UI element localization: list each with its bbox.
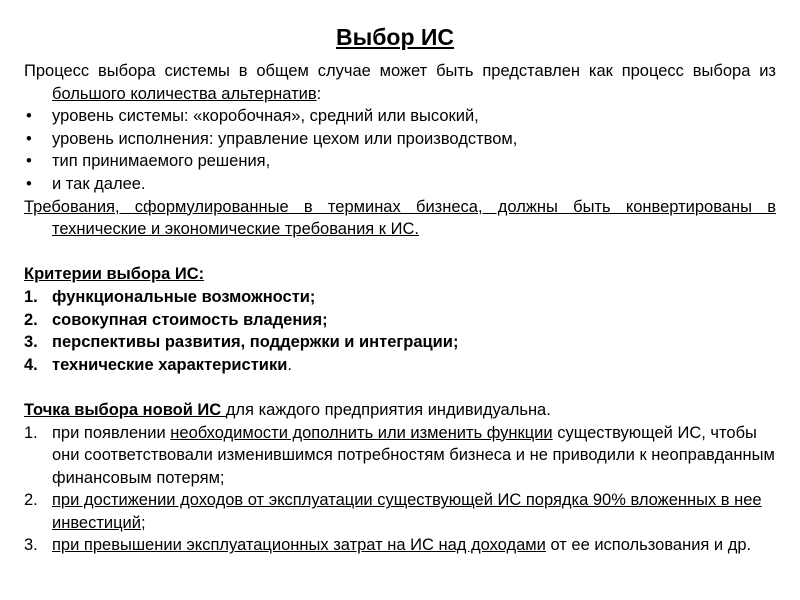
choice-number: 2.: [24, 491, 38, 510]
bullet-text: уровень системы: «коробочная», средний или высокий,: [52, 107, 479, 126]
criteria-item: [24, 331, 776, 354]
criteria-number: 2.: [24, 310, 38, 329]
criteria-item: [24, 354, 776, 377]
criteria-heading: Критерии выбора ИС:: [24, 265, 205, 284]
criteria-number: 1.: [24, 287, 38, 306]
bullet-item: [24, 128, 776, 151]
criteria-number: 4.: [24, 355, 38, 374]
intro-after: :: [316, 84, 322, 103]
choice-item: [24, 489, 776, 534]
choice-text-after: от ее использования и др.: [545, 536, 752, 555]
choice-text-underlined: при достижении доходов от эксплуатации существующей ИС порядка 90% вложенных в нее инвестиций: [52, 491, 762, 532]
slide-title: Выбор ИС: [335, 24, 455, 50]
intro-underlined: большого количества альтернатив: [52, 84, 317, 103]
criteria-item: [24, 309, 776, 332]
choice-heading-bold: Точка выбора новой ИС: [24, 400, 226, 419]
spacer: [24, 241, 776, 264]
bullet-text: уровень исполнения: управление цехом или производством,: [52, 129, 518, 148]
choice-number: 1.: [24, 423, 38, 442]
criteria-text: технические характеристики: [52, 355, 288, 374]
bullet-item: [24, 173, 776, 196]
bullet-marker: •: [26, 129, 32, 148]
slide-body: [24, 60, 776, 557]
criteria-tail: .: [287, 355, 292, 374]
criteria-text: функциональные возможности;: [52, 287, 316, 306]
bullet-marker: •: [26, 152, 32, 171]
bullet-text: тип принимаемого решения,: [52, 152, 271, 171]
criteria-item: [24, 286, 776, 309]
choice-number: 3.: [24, 536, 38, 555]
bullet-marker: •: [26, 107, 32, 126]
choice-text-underlined: необходимости дополнить или изменить функции: [170, 423, 553, 442]
bullet-marker: •: [26, 174, 32, 193]
bullet-text: и так далее.: [52, 174, 146, 193]
choice-heading-tail: для каждого предприятия индивидуальна.: [225, 400, 551, 419]
criteria-text: совокупная стоимость владения;: [52, 310, 328, 329]
spacer: [24, 376, 776, 399]
choice-text-after: ;: [141, 513, 146, 532]
choice-item: [24, 422, 776, 490]
choice-heading: [24, 399, 776, 422]
choice-item: [24, 534, 776, 557]
choice-text-after: существующей ИС, чтобы они соответствовали изменившимся потребностям бизнеса и не приводили к неоправданным финансовым потерям;: [52, 423, 775, 487]
choice-text-before: при появлении: [52, 423, 171, 442]
intro-text: Процесс выбора системы в общем случае может быть представлен как процесс выбора из: [24, 62, 776, 80]
bullet-item: [24, 105, 776, 128]
bullet-item: [24, 150, 776, 173]
criteria-number: 3.: [24, 333, 38, 352]
criteria-text: перспективы развития, поддержки и интеграции;: [52, 333, 459, 352]
intro-paragraph: [24, 60, 776, 105]
requirements-paragraph: Требования, сформулированные в терминах бизнеса, должны быть конвертированы в технические и экономические требования к ИС.: [24, 197, 776, 239]
choice-text-underlined: при превышении эксплуатационных затрат на ИС над доходами: [52, 536, 546, 555]
